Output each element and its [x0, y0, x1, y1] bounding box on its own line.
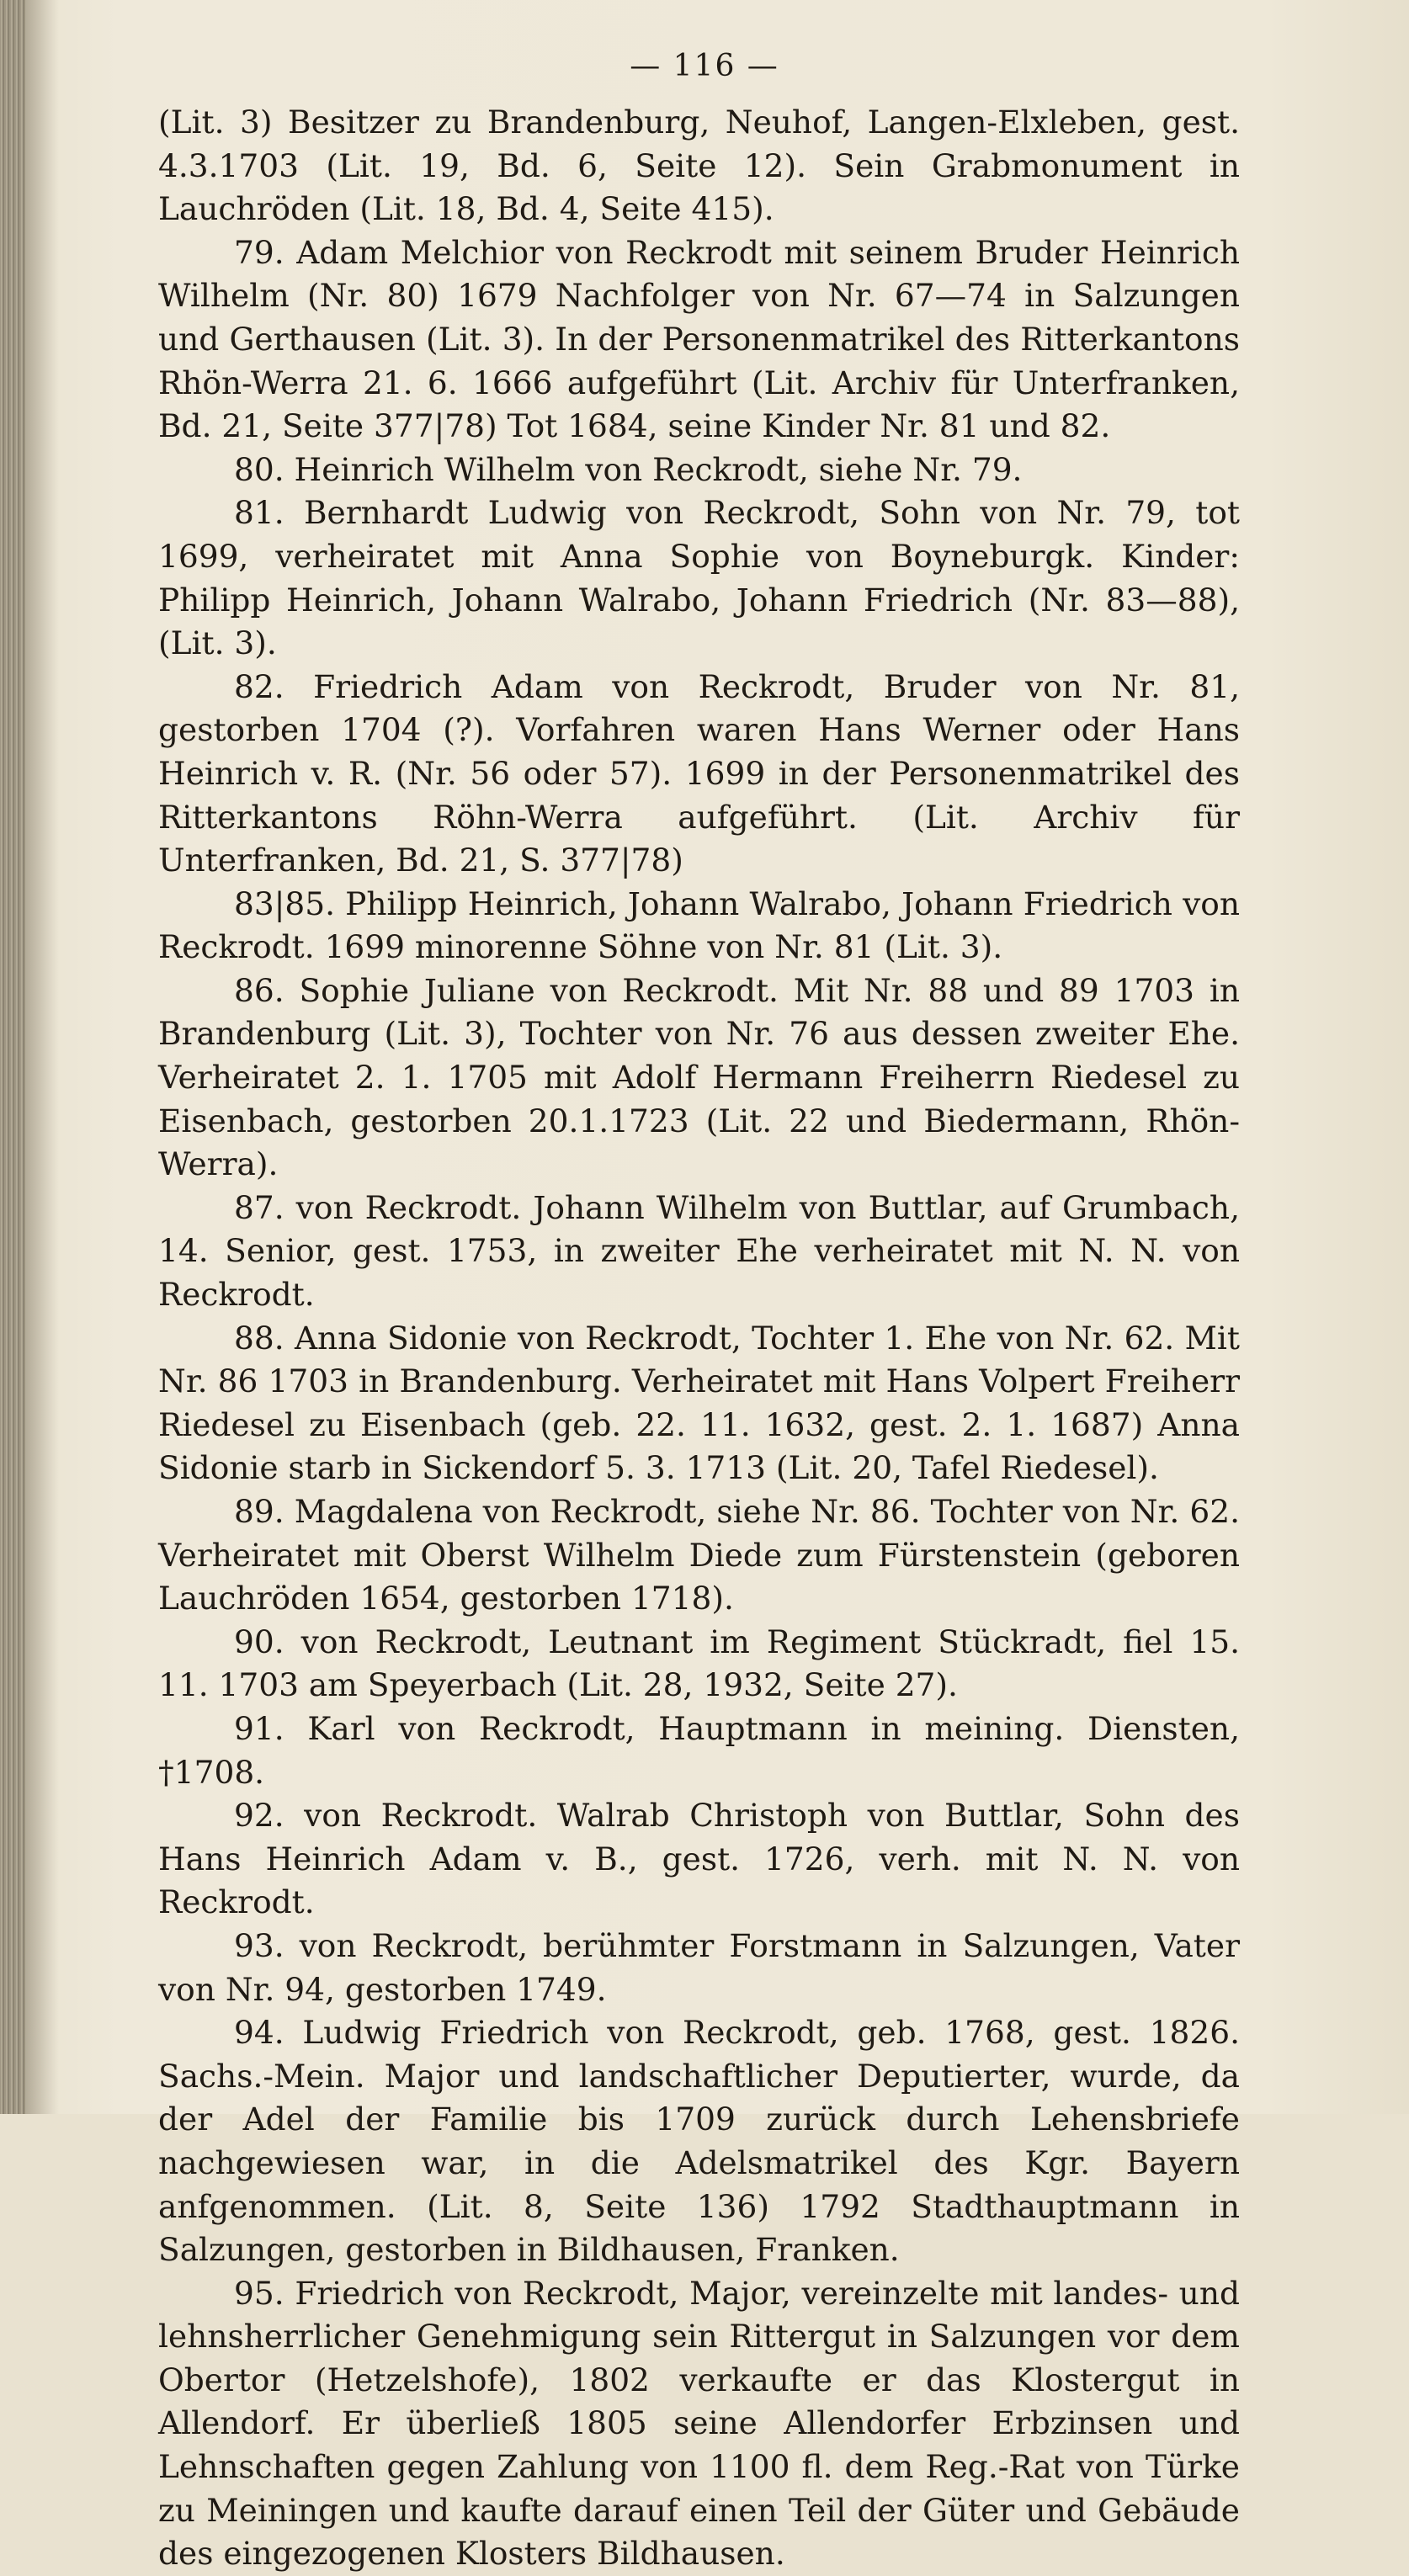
book-gutter [0, 0, 25, 2114]
entry-89: 89. Magdalena von Reckrodt, siehe Nr. 86. Tochter von Nr. 62. Verheiratet mit Oberst Wilhelm Diede zum Fürstenstein (geboren Lauchröden 1654, gestorben 1718). [158, 1493, 1240, 1617]
body-text [158, 101, 1240, 2576]
entry-90: 90. von Reckrodt, Leutnant im Regiment Stückradt, fiel 15. 11. 1703 am Speyerbach (Lit. 28, 1932, Seite 27). [158, 1623, 1240, 1704]
paragraph-continuation: (Lit. 3) Besitzer zu Brandenburg, Neuhof, Langen-Elxleben, gest. 4.3.1703 (Lit. 19, Bd. 6, Seite 12). Sein Grabmonument in Lauchröden (Lit. 18, Bd. 4, Seite 415). [158, 104, 1240, 228]
page-number: — 116 — [630, 49, 779, 83]
entry-81: 81. Bernhardt Ludwig von Reckrodt, Sohn von Nr. 79, tot 1699, verheiratet mit Anna Sophie von Boyneburgk. Kinder: Philipp Heinrich, Johann Walrabo, Johann Friedrich (Nr. 83—88), (Lit. 3). [158, 494, 1240, 662]
entry-88: 88. Anna Sidonie von Reckrodt, Tochter 1. Ehe von Nr. 62. Mit Nr. 86 1703 in Brandenburg. Verheiratet mit Hans Volpert Freiherr Riedesel zu Eisenbach (geb. 22. 11. 1632, gest. 2. 1. 1687) Anna Sidonie starb in Sickendorf 5. 3. 1713 (Lit. 20, Tafel Riedesel). [158, 1319, 1240, 1487]
entry-87: 87. von Reckrodt. Johann Wilhelm von Buttlar, auf Grumbach, 14. Senior, gest. 1753, in zweiter Ehe verheiratet mit N. N. von Reckrodt. [158, 1188, 1240, 1314]
entry-82: 82. Friedrich Adam von Reckrodt, Bruder von Nr. 81, gestorben 1704 (?). Vorfahren waren Hans Werner oder Hans Heinrich v. R. (Nr. 56 oder 57). 1699 in der Personenmatrikel des Ritterkantons Röhn-Werra aufgeführt. (Lit. Archiv für Unterfranken, Bd. 21, S. 377|78) [158, 667, 1240, 879]
entry-94: 94. Ludwig Friedrich von Reckrodt, geb. 1768, gest. 1826. Sachs.-Mein. Major und landschaftlicher Deputierter, wurde, da der Adel der Familie bis 1709 zurück durch Lehensbriefe nachgewiesen war, in die Adelsmatrikel des Kgr. Bayern anfgenommen. (Lit. 8, Seite 136) 1792 Stadthauptmann in Salzungen, gestorben in Bildhausen, Franken. [158, 2014, 1240, 2269]
entry-91: 91. Karl von Reckrodt, Hauptmann in meining. Diensten, †1708. [158, 1709, 1240, 1791]
entry-86: 86. Sophie Juliane von Reckrodt. Mit Nr. 88 und 89 1703 in Brandenburg (Lit. 3), Tochter von Nr. 76 aus dessen zweiter Ehe. Verheiratet 2. 1. 1705 mit Adolf Hermann Freiherrn Riedesel zu Eisenbach, gestorben 20.1.1723 (Lit. 22 und Biedermann, Rhön-Werra). [158, 971, 1240, 1183]
entry-93: 93. von Reckrodt, berühmter Forstmann in Salzungen, Vater von Nr. 94, gestorben 1749. [158, 1926, 1240, 2008]
entry-92: 92. von Reckrodt. Walrab Christoph von Buttlar, Sohn des Hans Heinrich Adam v. B., gest. 1726, verh. mit N. N. von Reckrodt. [158, 1797, 1240, 1921]
entry-79: 79. Adam Melchior von Reckrodt mit seinem Bruder Heinrich Wilhelm (Nr. 80) 1679 Nachfolger von Nr. 67—74 in Salzungen und Gerthausen (Lit. 3). In der Personenmatrikel des Ritterkantons Rhön-Werra 21. 6. 1666 aufgeführt (Lit. Archiv für Unterfranken, Bd. 21, Seite 377|78) Tot 1684, seine Kinder Nr. 81 und 82. [158, 233, 1240, 445]
gutter-shadow [25, 0, 59, 2114]
entry-80: 80. Heinrich Wilhelm von Reckrodt, siehe Nr. 79. [234, 450, 1023, 488]
entry-83-85: 83|85. Philipp Heinrich, Johann Walrabo, Johann Friedrich von Reckrodt. 1699 minorenne Söhne von Nr. 81 (Lit. 3). [158, 884, 1240, 966]
entry-95: 95. Friedrich von Reckrodt, Major, vereinzelte mit landes- und lehnsherrlicher Genehmigung sein Rittergut in Salzungen vor dem Obertor (Hetzelshofe), 1802 verkaufte er das Klostergut in Allendorf. Er überließ 1805 seine Allendorfer Erbzinsen und Lehnschaften gegen Zahlung von 1100 fl. dem Reg.-Rat von Türke zu Meiningen und kaufte darauf einen Teil der Güter und Gebäude des eingezogenen Klosters Bildhausen. [158, 2274, 1240, 2573]
